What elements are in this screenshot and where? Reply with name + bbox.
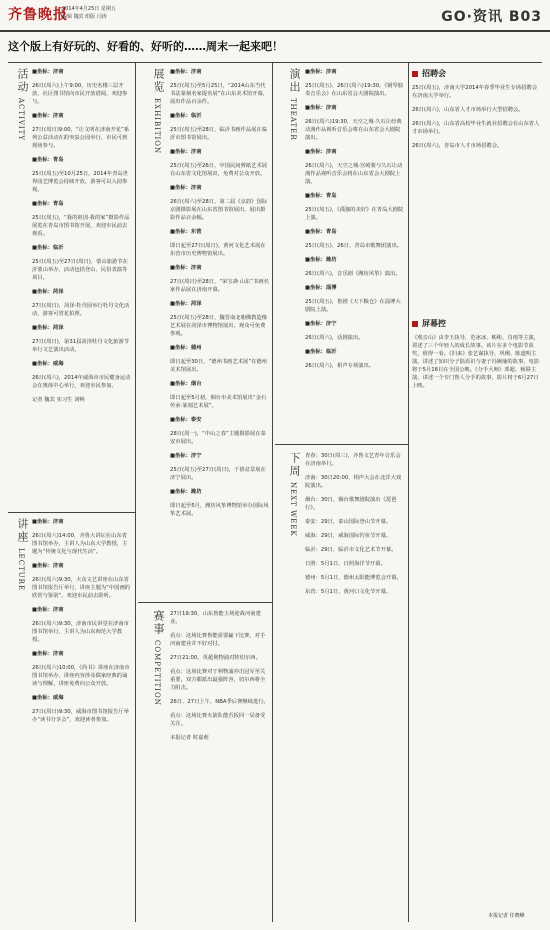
listing-item: ■坐标：德州 [170, 345, 202, 351]
listing-item: 25日(周五)至26日，中国民间剪纸艺术展在山东省文化馆展出，免费对公众开放。 [170, 163, 268, 177]
listing-item: 27日(周日)9:30，威海市图书馆报告厅举办“读书分享会”，欢迎读者参加。 [32, 709, 129, 723]
listing-item: ■坐标：临沂 [305, 349, 337, 355]
listing-item: 25日(周五)至28日，临沂书画作品展在临沂市图书馆展出。 [170, 127, 268, 141]
listing-item: 27日(周日)至28日，“荣宝斋·山东”书画名家作品展在济南开幕。 [170, 279, 269, 293]
square-bullet-icon [412, 321, 418, 327]
theater-listings [305, 68, 405, 440]
listing-item: ■坐标：东营 [170, 229, 202, 235]
page-id: GO·资讯 B03 [441, 9, 542, 25]
square-bullet-icon [412, 71, 418, 77]
listing-item: ■坐标：济南 [305, 105, 337, 111]
listing-item: ■坐标：济宁 [170, 453, 202, 459]
next-week-listings [305, 452, 405, 920]
listing-item: ■坐标：潍坊 [305, 257, 337, 263]
listing-item: 25日(周五)，“我的祖国·我的家”摄影作品展览在青岛市图书馆开展，欢迎市民前去观看。 [32, 215, 130, 237]
page-subhead: 这个版上有好玩的、好看的、好听的……周末一起来吧！ [8, 40, 283, 53]
listing-item: 26日(周六)，青岛市人才市场招聘会。 [412, 143, 503, 149]
column-divider [408, 62, 409, 922]
screen-title: 屏幕控 [412, 318, 446, 329]
listing-item: 27日(周日)，菏泽·牡丹园举行牡丹文化活动，游客可赏花拍照。 [32, 303, 130, 317]
competition-listings [170, 610, 270, 920]
listing-item: ■坐标：淄博 [305, 285, 337, 291]
listing-item: 泰安：29日，泰山国际登山节开幕。 [305, 519, 392, 525]
listing-item: 即日起至5月初，烟台市美术馆展出“金石传承·篆刻艺术展”。 [170, 395, 267, 409]
listing-item: 25日(周五)至10月25日，2014年青岛世界园艺博览会持续开放，游客可以入园参观。 [32, 171, 129, 193]
listing-item: ■坐标：临沂 [170, 113, 202, 119]
listing-item: 德州：5月1日，德州太阳能博览会开幕。 [305, 575, 402, 581]
listing-item: 威海：29日，威海国际钓鱼节开幕。 [305, 533, 392, 539]
listing-item: 25日(周五)、26日(周六)19:30，《钢琴独奏音乐会》在山东省会大剧院演出。 [305, 83, 403, 97]
section-rule [8, 512, 135, 513]
listing-item: 看点：这场比赛火箭队能否扳回一局备受关注。 [170, 713, 266, 727]
exhibition-listings [170, 68, 270, 598]
listing-item: ■坐标：济南 [32, 563, 64, 569]
listing-item: 25日(周五)，鲁剧《天下粮仓》在淄博大剧院上演。 [305, 299, 401, 313]
listing-item: ■坐标：青岛 [32, 157, 64, 163]
section-label-next-week-en: NEXT WEEK [289, 482, 297, 537]
listing-item: ■坐标：济南 [305, 149, 337, 155]
section-label-lecture-en: LECTURE [17, 548, 25, 592]
section-label-exhibition-en: EXHIBITION [153, 98, 161, 155]
listing-item: 26日(周六)上午9:00，历史名楼三层开放，社区图书馆向市民开放借阅，欢迎参与。 [32, 83, 128, 105]
editor-credit: 编辑 魏宾 组版 闫涛 [62, 14, 107, 20]
listing-item: 25日(周五)至27日(周日)，千禧盆景展在济宁展出。 [170, 467, 266, 481]
listing-item: 26日(周六)19:30，天空之城·久石让经典动漫作品视听音乐会将在山东省会大剧院演出。 [305, 119, 402, 141]
listing-item: ■坐标：济南 [32, 113, 64, 119]
listing-item: ■坐标：济宁 [305, 321, 337, 327]
listing-item: 看点：这场比赛鲁能需要赢下比赛，对手河南建业并不好对付。 [170, 633, 266, 647]
section-label-next-week: 下周 [288, 452, 301, 478]
listing-item: 烟台：30日，烟台歌舞剧院演出《琵琶行》。 [305, 497, 397, 511]
listing-item: 25日(周五)，济南大学2014年春季毕业生专场招聘会在济南大学举行。 [412, 85, 537, 99]
listing-item: 青春：30日(周三)，齐鲁文艺青年音乐会在济南举行。 [305, 453, 401, 467]
listing-item: ■坐标：济南 [32, 519, 64, 525]
column-divider [135, 62, 136, 922]
recruit-listings [412, 84, 542, 304]
listing-item: 28日(周一)，“中山之春”主题摄影展在泰安市展出。 [170, 431, 266, 445]
listing-item: 即日起至5月，潍坊风筝博物馆举办国际风筝艺术展。 [170, 503, 269, 517]
listing-item: 25日(周五)至28日，魏晋南北朝佛教造像艺术展在菏泽市博物馆展出，观众可免费参观。 [170, 315, 268, 337]
listing-item: 27日(周日)，第31届菏泽牡丹文化旅游节举行文艺演出活动。 [32, 339, 130, 353]
listing-item: 26日(周六)，山东省高校毕业生就业招聘会在山东省人才市场举行。 [412, 121, 540, 135]
listing-item: 26日(周六)，2014年威海市市民健身运动会在奥体中心举行，欢迎市民参加。 [32, 375, 131, 389]
newspaper-logo: 齐鲁晚报 [8, 7, 68, 23]
listing-item: ■坐标：济南 [170, 69, 202, 75]
listing-item: 即日起至27日(周日)，黄河文化艺术展在东营市历史博物馆展出。 [170, 243, 266, 257]
screen-article-text: 《观音山》由李玉执导，范冰冰、彬彬、肖雨等主演，讲述了三个年轻人的成长故事。该片在多个电影节获奖，值得一看。《归来》张艺谋执导，巩俐、陈道明主演，讲述了知识分子陆焉识与妻子冯婉瑜的故事，电影将于5月16日在全国公映。《分手大师》邓超、杨幂主演，讲述一个专门帮人分手的故事，影片将于6月27日上映。 [412, 335, 540, 389]
listing-item: ■坐标：潍坊 [170, 489, 202, 495]
listing-item: ■坐标：济南 [170, 149, 202, 155]
screen-article [412, 334, 542, 904]
listing-item: 26日(周六)9:30，济南市民讲堂在济南市图书馆举行，主讲人为山东师范大学教授。 [32, 621, 129, 643]
listing-item: 看点：这场比赛对于利物浦冲击冠军至关重要，双方都派出最强阵容，切尔西将全力阻击。 [170, 669, 266, 691]
listing-item: 26日(周六)9:30，大众文艺讲座在山东省图书馆报告厅举行，讲座主题为“中国画的欣赏与鉴别”，欢迎市民前去聆听。 [32, 577, 131, 599]
section-label-activity: 活动 [16, 68, 29, 94]
listing-item: 27日21:00，英超利物浦对阵切尔西。 [170, 655, 261, 661]
listing-item: 25日(周五)至27日(周日)，蒙山旅游节在沂蒙山举办，活动包括登山、民俗表演等项目。 [32, 259, 128, 281]
recruit-title: 招聘会 [412, 68, 446, 79]
listing-item: 即日起至30日，“德州书画艺术展”在德州美术馆展出。 [170, 359, 267, 373]
section-label-theater-en: THEATER [289, 98, 297, 141]
listing-item: ■坐标：青岛 [305, 193, 337, 199]
section-label-competition-en: COMPETITION [153, 640, 161, 706]
section-rule [275, 444, 408, 445]
listing-item: ■坐标：烟台 [170, 381, 202, 387]
section-label-exhibition: 展览 [152, 68, 165, 94]
listing-item: 27日(周日)9:00，“让文明在济南开花”系列公益活动在趵突泉公园举行，市民可到现场参与。 [32, 127, 130, 149]
listing-item: 26日(周六)，相声专场演出。 [305, 363, 375, 369]
listing-item: 26日(周六)10:00，《尚书》讲座在济南市图书馆举办，讲座内容涉及儒家经典的诵读与理解，讲座免费向公众开放。 [32, 665, 130, 687]
listing-item: 东营：5月1日，黄河口文化节开幕。 [305, 589, 392, 595]
listing-item: ■坐标：菏泽 [32, 325, 64, 331]
listing-item: 25日(周五)，《孤独的美好》在青岛大剧院上演。 [305, 207, 404, 221]
column-divider [272, 62, 273, 922]
listing-item: 26日、27日上午，NBA季后赛继续进行。 [170, 699, 269, 705]
listing-item: ■坐标：济南 [32, 651, 64, 657]
listing-item: ■坐标：济南 [32, 69, 64, 75]
listing-item: ■坐标：济南 [170, 185, 202, 191]
listing-item: 26日(周六)14:00，齐鲁大讲坛在山东省图书馆举办，主讲人为山东大学教授，主题为“传统文化与现代生活”。 [32, 533, 128, 555]
header-rule [0, 30, 550, 32]
listing-item: ■坐标：青岛 [32, 201, 64, 207]
lecture-listings [32, 518, 132, 920]
listing-item: ■坐标：菏泽 [32, 289, 64, 295]
listing-item: ■坐标：临沂 [32, 245, 64, 251]
listing-item: 临沂：29日，临沂市文化艺术节开幕。 [305, 547, 397, 553]
listing-item: 26日(周六)，山东省人才市场举行大型招聘会。 [412, 107, 524, 113]
listing-item: 27日19:30，山东鲁能主场迎战河南建业。 [170, 611, 261, 625]
listing-item: 26日(周六)，话剧演出。 [305, 335, 364, 341]
listing-item: 日照：5月1日，日照海洋节开幕。 [305, 561, 386, 567]
listing-item: 记者 魏宾 实习生 刘畅 [32, 397, 85, 403]
section-rule [138, 602, 272, 603]
section-top-rule [8, 62, 542, 63]
listing-item: ■坐标：济南 [170, 265, 202, 271]
listing-item: 济南：30日20:00，相声大会在北洋大戏院演出。 [305, 475, 402, 489]
section-label-theater: 演出 [288, 68, 301, 94]
listing-item: ■坐标：济南 [32, 607, 64, 613]
reporter-credit: 本报记者 任晓峰 [488, 913, 525, 919]
listing-item: ■坐标：济南 [305, 69, 337, 75]
listing-item: 25日(周五)、26日，青岛市歌舞团演出。 [305, 243, 403, 249]
listing-item: ■坐标：威海 [32, 695, 64, 701]
listing-item: 本报记者 时嘉莉 [170, 735, 209, 741]
listing-item: 26日(周六)，音乐剧《潍坊风筝》演出。 [305, 271, 401, 277]
issue-date: 2014年4月25日 星期五 [62, 6, 116, 12]
section-label-lecture: 讲座 [16, 518, 29, 544]
section-label-activity-en: ACTIVITY [17, 98, 25, 141]
listing-item: ■坐标：菏泽 [170, 301, 202, 307]
listing-item: ■坐标：青岛 [305, 229, 337, 235]
listing-item: ■坐标：泰安 [170, 417, 202, 423]
listing-item: 25日(周五)至5月25日，“2014山东当代书法篆刻名家提名展”在山东美术馆开幕，展出作品百余件。 [170, 83, 269, 105]
section-label-competition: 赛事 [152, 610, 165, 636]
listing-item: 26日(周六)，天空之城·宫崎骏与久石让动漫作品视听音乐会将在山东省会大剧院上演。 [305, 163, 403, 185]
listing-item: ■坐标：威海 [32, 361, 64, 367]
activity-listings [32, 68, 132, 508]
listing-item: 26日(周六)至28日，第二届《京韵》国际京剧摄影展在山东省图书馆展出，展出摄影作品百余幅。 [170, 199, 268, 221]
